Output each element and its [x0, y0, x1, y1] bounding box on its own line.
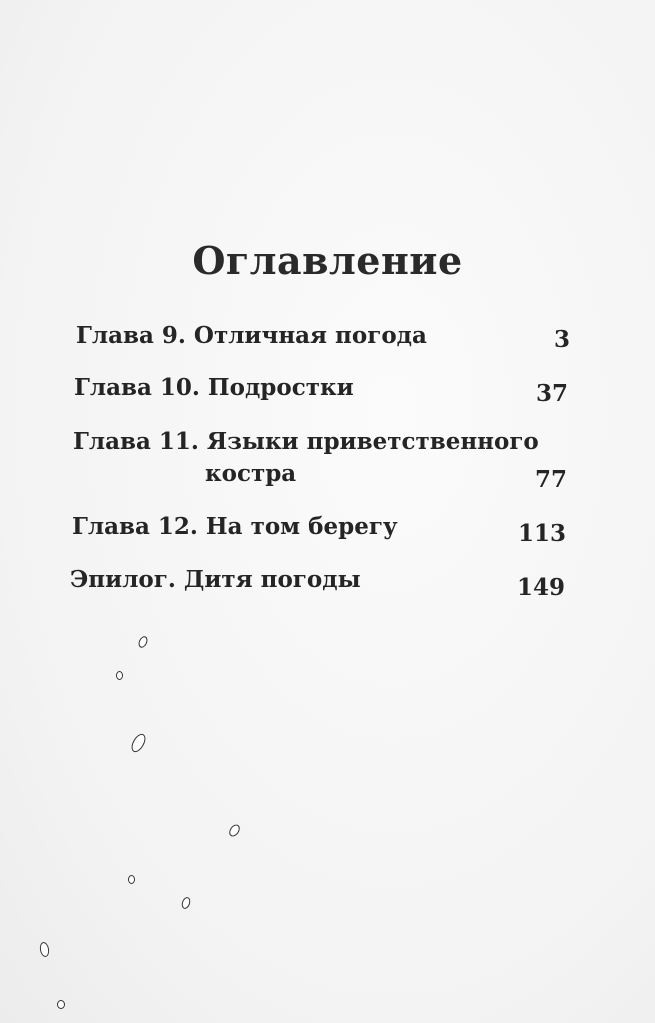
toc-entry-label — [73, 428, 539, 455]
toc-entry-lead: Глава 12. — [72, 513, 198, 540]
toc-entry-title: Подростки — [207, 374, 354, 401]
decorative-speck — [227, 823, 242, 839]
toc-entry-label — [74, 374, 354, 401]
toc-entry-label — [70, 566, 361, 593]
toc-entry-label — [76, 322, 427, 349]
decorative-speck — [180, 896, 192, 910]
toc-entry-title: Дитя погоды — [183, 566, 361, 593]
decorative-speck — [116, 671, 123, 680]
toc-entry-lead: Глава 10. — [74, 374, 200, 401]
toc-entry-title: Отличная погода — [193, 322, 427, 349]
toc-entry-title: На том берегу — [205, 513, 398, 540]
toc-page-number: 3 — [553, 326, 570, 353]
toc-page-number: 113 — [517, 520, 566, 547]
toc-page-number: 37 — [535, 380, 568, 407]
decorative-speck — [39, 941, 50, 957]
decorative-speck — [129, 732, 149, 755]
toc-page-number: 77 — [534, 466, 567, 493]
toc-entry-lead: Глава 9. — [76, 322, 186, 349]
toc-entry-title: Языки приветственного — [206, 428, 539, 455]
bleed-through-text — [360, 2, 655, 32]
page-title: Оглавление — [192, 238, 463, 283]
toc-page-number: 149 — [516, 574, 565, 601]
toc-entry-label — [72, 513, 398, 540]
decorative-speck — [57, 1000, 65, 1009]
toc-entry-lead: Эпилог. — [70, 566, 176, 593]
decorative-speck — [128, 875, 135, 884]
toc-entry-lead: Глава 11. — [73, 428, 199, 455]
decorative-speck — [137, 635, 149, 649]
toc-entry-title-continued: костра — [205, 460, 297, 487]
